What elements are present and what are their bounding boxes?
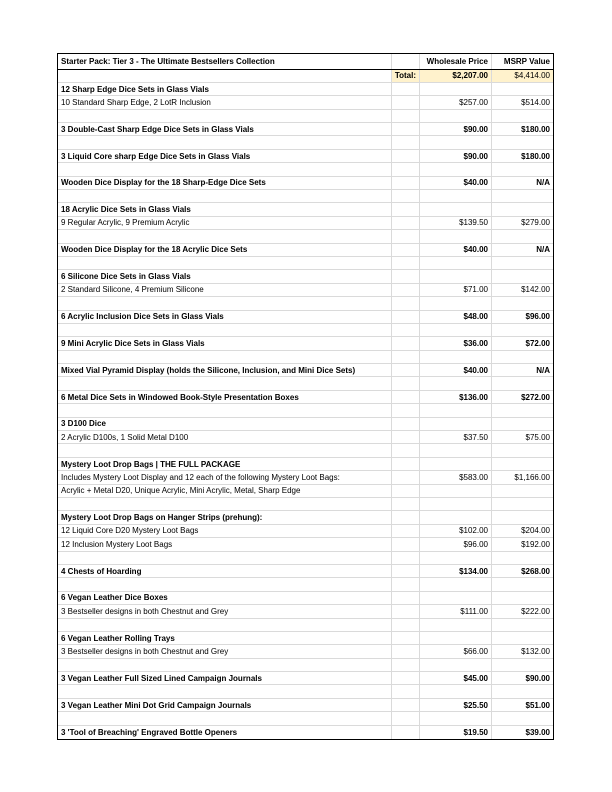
table-row [58,431,553,444]
wholesale-cell: $45.00 [420,672,492,684]
item-label-cell [58,163,392,175]
spacer-cell [392,726,420,739]
msrp-cell: N/A [536,178,550,188]
msrp-cell: $39.00 [525,727,550,737]
spacer-cell [392,136,420,148]
wholesale-cell [420,418,492,430]
spacer-cell [392,311,420,323]
table-row [58,364,553,377]
table-row [58,659,553,672]
spacer-cell [392,364,420,376]
wholesale-cell: $66.00 [420,645,492,657]
wholesale-cell [420,377,492,389]
wholesale-cell: $102.00 [420,525,492,537]
wholesale-cell: $90.00 [420,150,492,162]
msrp-cell: $268.00 [521,566,550,576]
item-label-cell: 6 Vegan Leather Dice Boxes [58,592,392,604]
item-label-cell: 9 Mini Acrylic Dice Sets in Glass Vials [58,337,392,349]
table-row [58,230,553,243]
item-label-cell: 9 Regular Acrylic, 9 Premium Acrylic [58,217,392,229]
msrp-cell [492,418,553,430]
item-label-cell [58,297,392,309]
wholesale-cell [420,404,492,416]
table-row [58,297,553,310]
msrp-cell [492,190,553,202]
table-row [58,163,553,176]
table-row [58,645,553,658]
item-label-cell [58,404,392,416]
table-row [58,150,553,163]
table-row [58,458,553,471]
msrp-cell: $132.00 [521,646,550,656]
item-label-cell: 3 Liquid Core sharp Edge Dice Sets in Glass Vials [58,150,392,162]
table-row [58,190,553,203]
spacer-cell [392,324,420,336]
wholesale-cell: $48.00 [420,311,492,323]
table-row [58,538,553,551]
table-row [58,110,553,123]
spacer-cell [392,377,420,389]
wholesale-cell [420,110,492,122]
table-row [58,404,553,417]
wholesale-cell [420,444,492,456]
msrp-cell: $51.00 [525,700,550,710]
spacer-cell [392,538,420,550]
msrp-cell: $180.00 [521,151,550,161]
spacer-cell [392,552,420,564]
table-row [58,699,553,712]
spacer-cell [392,270,420,282]
wholesale-cell: $40.00 [420,177,492,189]
spacer-cell [392,284,420,296]
wholesale-cell [420,324,492,336]
msrp-cell [492,444,553,456]
table-row [58,270,553,283]
item-label-cell [58,136,392,148]
wholesale-cell: $40.00 [420,364,492,376]
item-label-cell: Wooden Dice Display for the 18 Sharp-Edge Dice Sets [58,177,392,189]
spacer-cell [392,203,420,215]
msrp-cell [492,257,553,269]
spacer-cell [392,177,420,189]
item-label-cell: 12 Liquid Core D20 Mystery Loot Bags [58,525,392,537]
total-row-spacer [58,70,392,82]
wholesale-cell [420,485,492,497]
item-label-cell [58,498,392,510]
wholesale-cell: $90.00 [420,123,492,135]
table-row [58,565,553,578]
spacer-cell [392,123,420,135]
item-label-cell [58,712,392,724]
table-body [58,83,553,739]
spacer-cell [392,605,420,617]
spacer-cell [392,592,420,604]
item-label-cell: Acrylic + Metal D20, Unique Acrylic, Mini Acrylic, Metal, Sharp Edge [58,485,392,497]
msrp-cell: N/A [536,245,550,255]
table-row [58,685,553,698]
msrp-cell [492,163,553,175]
msrp-cell [492,377,553,389]
msrp-cell [492,83,553,95]
item-label-cell [58,685,392,697]
wholesale-cell [420,632,492,644]
table-row [58,712,553,725]
msrp-cell: $192.00 [521,539,550,549]
msrp-cell: $72.00 [525,339,550,348]
total-row [58,70,553,83]
item-label-cell: 6 Silicone Dice Sets in Glass Vials [58,270,392,282]
spacer-cell [392,485,420,497]
wholesale-cell [420,592,492,604]
wholesale-cell: $583.00 [420,471,492,483]
table-row [58,726,553,739]
spacer-cell [392,217,420,229]
spacer-cell [392,391,420,403]
spacer-cell [392,619,420,631]
wholesale-cell [420,270,492,282]
wholesale-cell [420,230,492,242]
item-label-cell [58,230,392,242]
wholesale-cell [420,619,492,631]
msrp-value-header: MSRP Value [503,56,550,66]
table-row [58,444,553,457]
spacer-cell [392,498,420,510]
spacer-cell [392,404,420,416]
wholesale-cell: $136.00 [420,391,492,403]
item-label-cell: Mixed Vial Pyramid Display (holds the Silicone, Inclusion, and Mini Dice Sets) [58,364,392,376]
item-label-cell: 4 Chests of Hoarding [58,565,392,577]
wholesale-cell [420,163,492,175]
item-label-cell [58,257,392,269]
wholesale-cell [420,297,492,309]
table-row [58,244,553,257]
wholesale-cell [420,511,492,523]
item-label-cell: 3 'Tool of Breaching' Engraved Bottle Openers [58,726,392,739]
spacer-cell [392,578,420,590]
item-label-cell [58,619,392,631]
spacer-cell [392,565,420,577]
msrp-cell: $514.00 [521,97,550,107]
table-row [58,471,553,484]
spacer-cell [392,525,420,537]
header-row [58,54,553,70]
wholesale-cell: $40.00 [420,244,492,256]
spacer-cell [392,511,420,523]
item-label-cell: 2 Standard Silicone, 4 Premium Silicone [58,284,392,296]
spacer-cell [392,458,420,470]
msrp-cell: N/A [536,365,550,375]
item-label-cell: 2 Acrylic D100s, 1 Solid Metal D100 [58,431,392,443]
spacer-cell [392,96,420,108]
item-label-cell [58,351,392,363]
msrp-cell: $272.00 [521,392,550,402]
item-label-cell [58,110,392,122]
table-row [58,552,553,565]
table-row [58,203,553,216]
spacer-cell [392,471,420,483]
table-row [58,632,553,645]
spacer-cell [392,257,420,269]
wholesale-cell: $71.00 [420,284,492,296]
wholesale-price-header: Wholesale Price [420,54,492,69]
spacer-cell [392,444,420,456]
item-label-cell: 3 Vegan Leather Mini Dot Grid Campaign Journals [58,699,392,711]
msrp-cell [492,511,553,523]
table-row [58,511,553,524]
msrp-cell [492,324,553,336]
table-row [58,605,553,618]
msrp-cell [492,632,553,644]
item-label-cell [58,578,392,590]
table-row [58,324,553,337]
item-label-cell [58,659,392,671]
msrp-cell [492,712,553,724]
item-label-cell: 3 Bestseller designs in both Chestnut and Grey [58,605,392,617]
item-label-cell: 3 Double-Cast Sharp Edge Dice Sets in Glass Vials [58,123,392,135]
table-row [58,672,553,685]
wholesale-cell [420,712,492,724]
wholesale-cell: $111.00 [420,605,492,617]
msrp-cell [492,404,553,416]
wholesale-cell [420,458,492,470]
table-row [58,578,553,591]
wholesale-cell [420,83,492,95]
msrp-cell [492,351,553,363]
table-row [58,525,553,538]
msrp-cell [492,110,553,122]
msrp-cell [492,685,553,697]
price-table [57,53,554,740]
msrp-cell: $222.00 [521,606,550,616]
item-label-cell: 18 Acrylic Dice Sets in Glass Vials [58,203,392,215]
item-label-cell: 10 Standard Sharp Edge, 2 LotR Inclusion [58,96,392,108]
msrp-cell: $96.00 [525,312,550,322]
wholesale-cell [420,257,492,269]
wholesale-cell [420,136,492,148]
total-wholesale-value: $2,207.00 [420,70,492,82]
table-row [58,351,553,364]
msrp-cell [492,659,553,671]
spacer-cell [392,110,420,122]
msrp-cell [492,136,553,148]
wholesale-cell [420,351,492,363]
msrp-cell [492,230,553,242]
wholesale-cell [420,578,492,590]
wholesale-cell: $257.00 [420,96,492,108]
item-label-cell: 3 Vegan Leather Full Sized Lined Campaign Journals [58,672,392,684]
table-row [58,311,553,324]
spacer-cell [392,190,420,202]
spacer-cell [392,150,420,162]
msrp-cell [492,592,553,604]
spacer-cell [392,645,420,657]
msrp-cell [492,485,553,497]
spacer-cell [392,431,420,443]
spacer-cell [392,351,420,363]
item-label-cell: 6 Acrylic Inclusion Dice Sets in Glass Vials [58,311,392,323]
msrp-cell: $1,166.00 [514,472,550,482]
table-row [58,136,553,149]
total-label: Total: [392,70,420,82]
item-label-cell [58,552,392,564]
table-row [58,418,553,431]
table-row [58,337,553,350]
msrp-cell [492,578,553,590]
msrp-cell: $279.00 [521,218,550,228]
msrp-cell: $142.00 [521,285,550,295]
table-row [58,123,553,136]
wholesale-cell [420,659,492,671]
table-row [58,217,553,230]
msrp-cell: $180.00 [521,124,550,134]
wholesale-cell [420,685,492,697]
spacer-cell [392,337,420,349]
spacer-cell [392,418,420,430]
msrp-cell: $90.00 [525,673,550,683]
item-label-cell: Mystery Loot Drop Bags | THE FULL PACKAGE [58,458,392,470]
item-label-cell [58,190,392,202]
item-label-cell: Wooden Dice Display for the 18 Acrylic Dice Sets [58,244,392,256]
item-label-cell: 6 Metal Dice Sets in Windowed Book-Style Presentation Boxes [58,391,392,403]
spacer-cell [392,672,420,684]
wholesale-cell [420,203,492,215]
table-row [58,284,553,297]
wholesale-cell [420,190,492,202]
item-label-cell [58,324,392,336]
msrp-cell: $204.00 [521,526,550,536]
spacer-cell [392,230,420,242]
msrp-cell [492,498,553,510]
table-row [58,177,553,190]
wholesale-cell: $19.50 [420,726,492,739]
wholesale-cell: $96.00 [420,538,492,550]
spacer-cell [392,712,420,724]
msrp-cell [492,552,553,564]
item-label-cell [58,444,392,456]
spacer-cell [392,632,420,644]
item-label-cell: 12 Sharp Edge Dice Sets in Glass Vials [58,83,392,95]
table-row [58,257,553,270]
wholesale-cell: $25.50 [420,699,492,711]
table-row [58,83,553,96]
header-spacer-cell [392,54,420,69]
spacer-cell [392,659,420,671]
msrp-cell [492,458,553,470]
wholesale-cell [420,552,492,564]
spacer-cell [392,685,420,697]
wholesale-cell [420,498,492,510]
total-msrp-value: $4,414.00 [492,70,553,82]
spacer-cell [392,83,420,95]
item-label-cell [58,377,392,389]
sheet-title: Starter Pack: Tier 3 - The Ultimate Bestsellers Collection [58,54,392,69]
msrp-cell [492,203,553,215]
wholesale-cell: $37.50 [420,431,492,443]
table-row [58,498,553,511]
table-row [58,619,553,632]
item-label-cell: 12 Inclusion Mystery Loot Bags [58,538,392,550]
item-label-cell: Mystery Loot Drop Bags on Hanger Strips (prehung): [58,511,392,523]
item-label-cell: 6 Vegan Leather Rolling Trays [58,632,392,644]
spacer-cell [392,297,420,309]
item-label-cell: Includes Mystery Loot Display and 12 each of the following Mystery Loot Bags: [58,471,392,483]
msrp-cell [492,297,553,309]
msrp-cell [492,619,553,631]
table-row [58,377,553,390]
item-label-cell: 3 D100 Dice [58,418,392,430]
wholesale-cell: $36.00 [420,337,492,349]
spacer-cell [392,163,420,175]
table-row [58,391,553,404]
wholesale-cell: $139.50 [420,217,492,229]
spacer-cell [392,699,420,711]
msrp-cell: $75.00 [525,432,550,442]
spacer-cell [392,244,420,256]
wholesale-cell: $134.00 [420,565,492,577]
table-row [58,592,553,605]
table-row [58,485,553,498]
table-row [58,96,553,109]
msrp-cell [492,270,553,282]
item-label-cell: 3 Bestseller designs in both Chestnut and Grey [58,645,392,657]
